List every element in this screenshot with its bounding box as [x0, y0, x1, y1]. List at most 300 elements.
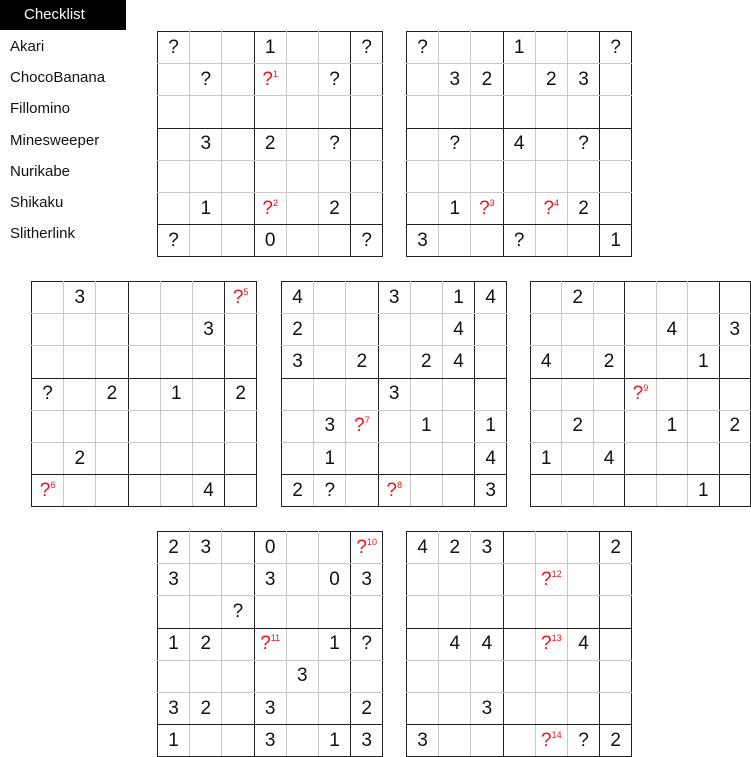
- clue-cell[interactable]: 2: [439, 532, 471, 564]
- clue-cell[interactable]: 4: [656, 314, 687, 346]
- empty-cell[interactable]: [158, 160, 190, 192]
- empty-cell[interactable]: [562, 442, 593, 474]
- clue-cell[interactable]: 1: [314, 442, 346, 474]
- empty-cell[interactable]: [600, 564, 632, 596]
- empty-cell[interactable]: [158, 128, 190, 160]
- clue-cell[interactable]: 2: [346, 346, 378, 378]
- empty-cell[interactable]: [222, 32, 254, 64]
- empty-cell[interactable]: [96, 346, 128, 378]
- clue-cell[interactable]: ?: [32, 378, 64, 410]
- checklist-item-chocobanana[interactable]: ChocoBanana: [10, 69, 106, 87]
- marked-cell[interactable]: [471, 192, 503, 224]
- empty-cell[interactable]: [286, 692, 318, 724]
- empty-cell[interactable]: [318, 225, 350, 257]
- clue-cell[interactable]: 3: [158, 564, 190, 596]
- marked-cell[interactable]: [346, 410, 378, 442]
- empty-cell[interactable]: [286, 32, 318, 64]
- clue-cell[interactable]: 2: [600, 532, 632, 564]
- clue-cell[interactable]: 0: [254, 225, 286, 257]
- clue-cell[interactable]: 1: [475, 410, 507, 442]
- empty-cell[interactable]: [32, 282, 64, 314]
- empty-cell[interactable]: [96, 314, 128, 346]
- clue-cell[interactable]: 3: [254, 564, 286, 596]
- clue-cell[interactable]: 2: [562, 410, 593, 442]
- clue-cell[interactable]: 1: [439, 192, 471, 224]
- empty-cell[interactable]: [439, 660, 471, 692]
- empty-cell[interactable]: [503, 660, 535, 692]
- clue-cell[interactable]: 1: [158, 628, 190, 660]
- empty-cell[interactable]: [286, 725, 318, 757]
- clue-cell[interactable]: ?: [222, 596, 254, 628]
- clue-cell[interactable]: 2: [225, 378, 257, 410]
- empty-cell[interactable]: [656, 346, 687, 378]
- empty-cell[interactable]: [471, 660, 503, 692]
- empty-cell[interactable]: [503, 564, 535, 596]
- empty-cell[interactable]: [503, 192, 535, 224]
- empty-cell[interactable]: [503, 692, 535, 724]
- empty-cell[interactable]: [160, 314, 192, 346]
- empty-cell[interactable]: [439, 160, 471, 192]
- clue-cell[interactable]: 1: [318, 628, 350, 660]
- empty-cell[interactable]: [439, 725, 471, 757]
- clue-cell[interactable]: 3: [567, 64, 599, 96]
- clue-cell[interactable]: ?: [158, 225, 190, 257]
- clue-cell[interactable]: 2: [562, 282, 593, 314]
- clue-cell[interactable]: 3: [378, 378, 410, 410]
- clue-cell[interactable]: 3: [378, 282, 410, 314]
- empty-cell[interactable]: [593, 378, 624, 410]
- clue-cell[interactable]: 3: [407, 725, 439, 757]
- empty-cell[interactable]: [471, 564, 503, 596]
- empty-cell[interactable]: [567, 692, 599, 724]
- empty-cell[interactable]: [600, 596, 632, 628]
- clue-cell[interactable]: ?: [567, 128, 599, 160]
- empty-cell[interactable]: [64, 314, 96, 346]
- empty-cell[interactable]: [410, 378, 442, 410]
- empty-cell[interactable]: [222, 192, 254, 224]
- empty-cell[interactable]: [439, 564, 471, 596]
- empty-cell[interactable]: [475, 346, 507, 378]
- empty-cell[interactable]: [222, 660, 254, 692]
- clue-cell[interactable]: 4: [567, 628, 599, 660]
- clue-cell[interactable]: 4: [475, 442, 507, 474]
- clue-cell[interactable]: 3: [407, 225, 439, 257]
- empty-cell[interactable]: [600, 96, 632, 128]
- marked-cell[interactable]: [535, 725, 567, 757]
- empty-cell[interactable]: [471, 160, 503, 192]
- empty-cell[interactable]: [656, 475, 687, 507]
- empty-cell[interactable]: [600, 192, 632, 224]
- clue-cell[interactable]: 1: [318, 725, 350, 757]
- clue-cell[interactable]: 2: [254, 128, 286, 160]
- empty-cell[interactable]: [128, 410, 160, 442]
- empty-cell[interactable]: [318, 596, 350, 628]
- empty-cell[interactable]: [222, 564, 254, 596]
- empty-cell[interactable]: [410, 442, 442, 474]
- empty-cell[interactable]: [190, 160, 222, 192]
- empty-cell[interactable]: [378, 346, 410, 378]
- empty-cell[interactable]: [190, 564, 222, 596]
- empty-cell[interactable]: [600, 160, 632, 192]
- empty-cell[interactable]: [378, 314, 410, 346]
- empty-cell[interactable]: [531, 314, 562, 346]
- empty-cell[interactable]: [535, 596, 567, 628]
- clue-cell[interactable]: 2: [471, 64, 503, 96]
- empty-cell[interactable]: [410, 314, 442, 346]
- clue-cell[interactable]: 2: [158, 532, 190, 564]
- empty-cell[interactable]: [96, 282, 128, 314]
- empty-cell[interactable]: [531, 378, 562, 410]
- empty-cell[interactable]: [656, 378, 687, 410]
- empty-cell[interactable]: [254, 96, 286, 128]
- empty-cell[interactable]: [439, 32, 471, 64]
- empty-cell[interactable]: [64, 475, 96, 507]
- empty-cell[interactable]: [535, 32, 567, 64]
- checklist-item-minesweeper[interactable]: Minesweeper: [10, 131, 100, 149]
- empty-cell[interactable]: [535, 692, 567, 724]
- empty-cell[interactable]: [158, 596, 190, 628]
- empty-cell[interactable]: [192, 346, 224, 378]
- empty-cell[interactable]: [535, 532, 567, 564]
- empty-cell[interactable]: [600, 660, 632, 692]
- empty-cell[interactable]: [442, 378, 474, 410]
- empty-cell[interactable]: [378, 410, 410, 442]
- empty-cell[interactable]: [407, 160, 439, 192]
- clue-cell[interactable]: 3: [471, 692, 503, 724]
- clue-cell[interactable]: 3: [351, 725, 383, 757]
- empty-cell[interactable]: [567, 32, 599, 64]
- empty-cell[interactable]: [351, 160, 383, 192]
- empty-cell[interactable]: [286, 128, 318, 160]
- empty-cell[interactable]: [222, 128, 254, 160]
- empty-cell[interactable]: [503, 96, 535, 128]
- empty-cell[interactable]: [562, 314, 593, 346]
- empty-cell[interactable]: [96, 442, 128, 474]
- empty-cell[interactable]: [160, 346, 192, 378]
- empty-cell[interactable]: [567, 596, 599, 628]
- clue-cell[interactable]: 3: [439, 64, 471, 96]
- clue-cell[interactable]: 1: [656, 410, 687, 442]
- empty-cell[interactable]: [128, 314, 160, 346]
- marked-cell[interactable]: [225, 282, 257, 314]
- clue-cell[interactable]: 4: [593, 442, 624, 474]
- empty-cell[interactable]: [593, 475, 624, 507]
- clue-cell[interactable]: 4: [439, 628, 471, 660]
- empty-cell[interactable]: [192, 410, 224, 442]
- empty-cell[interactable]: [96, 475, 128, 507]
- empty-cell[interactable]: [442, 442, 474, 474]
- empty-cell[interactable]: [64, 378, 96, 410]
- empty-cell[interactable]: [407, 128, 439, 160]
- empty-cell[interactable]: [318, 96, 350, 128]
- marked-cell[interactable]: [625, 378, 656, 410]
- clue-cell[interactable]: 1: [688, 475, 719, 507]
- empty-cell[interactable]: [656, 282, 687, 314]
- empty-cell[interactable]: [442, 475, 474, 507]
- clue-cell[interactable]: ?: [407, 32, 439, 64]
- empty-cell[interactable]: [719, 475, 750, 507]
- empty-cell[interactable]: [503, 160, 535, 192]
- empty-cell[interactable]: [128, 475, 160, 507]
- clue-cell[interactable]: 0: [318, 564, 350, 596]
- empty-cell[interactable]: [282, 442, 314, 474]
- empty-cell[interactable]: [531, 475, 562, 507]
- empty-cell[interactable]: [442, 410, 474, 442]
- marked-cell[interactable]: [254, 192, 286, 224]
- empty-cell[interactable]: [158, 192, 190, 224]
- checklist-item-nurikabe[interactable]: Nurikabe: [10, 162, 71, 180]
- empty-cell[interactable]: [439, 596, 471, 628]
- empty-cell[interactable]: [222, 160, 254, 192]
- clue-cell[interactable]: ?: [351, 225, 383, 257]
- empty-cell[interactable]: [688, 282, 719, 314]
- clue-cell[interactable]: ?: [600, 32, 632, 64]
- clue-cell[interactable]: 2: [190, 692, 222, 724]
- empty-cell[interactable]: [96, 410, 128, 442]
- empty-cell[interactable]: [128, 282, 160, 314]
- clue-cell[interactable]: 4: [442, 346, 474, 378]
- empty-cell[interactable]: [600, 128, 632, 160]
- empty-cell[interactable]: [531, 410, 562, 442]
- empty-cell[interactable]: [625, 282, 656, 314]
- clue-cell[interactable]: 1: [254, 32, 286, 64]
- empty-cell[interactable]: [351, 96, 383, 128]
- clue-cell[interactable]: 1: [600, 225, 632, 257]
- empty-cell[interactable]: [286, 160, 318, 192]
- clue-cell[interactable]: 4: [531, 346, 562, 378]
- empty-cell[interactable]: [439, 692, 471, 724]
- empty-cell[interactable]: [688, 442, 719, 474]
- clue-cell[interactable]: 3: [286, 660, 318, 692]
- empty-cell[interactable]: [378, 442, 410, 474]
- clue-cell[interactable]: 2: [64, 442, 96, 474]
- clue-cell[interactable]: 2: [535, 64, 567, 96]
- empty-cell[interactable]: [286, 596, 318, 628]
- marked-cell[interactable]: [254, 628, 286, 660]
- clue-cell[interactable]: 3: [190, 128, 222, 160]
- clue-cell[interactable]: ?: [158, 32, 190, 64]
- empty-cell[interactable]: [351, 660, 383, 692]
- empty-cell[interactable]: [600, 692, 632, 724]
- empty-cell[interactable]: [535, 160, 567, 192]
- clue-cell[interactable]: ?: [318, 64, 350, 96]
- empty-cell[interactable]: [407, 64, 439, 96]
- clue-cell[interactable]: 1: [688, 346, 719, 378]
- empty-cell[interactable]: [254, 160, 286, 192]
- empty-cell[interactable]: [719, 442, 750, 474]
- empty-cell[interactable]: [503, 628, 535, 660]
- checklist-item-akari[interactable]: Akari: [10, 38, 45, 55]
- empty-cell[interactable]: [286, 96, 318, 128]
- clue-cell[interactable]: 3: [351, 564, 383, 596]
- empty-cell[interactable]: [222, 96, 254, 128]
- empty-cell[interactable]: [222, 225, 254, 257]
- empty-cell[interactable]: [535, 128, 567, 160]
- empty-cell[interactable]: [656, 442, 687, 474]
- empty-cell[interactable]: [192, 378, 224, 410]
- clue-cell[interactable]: 3: [282, 346, 314, 378]
- empty-cell[interactable]: [410, 475, 442, 507]
- empty-cell[interactable]: [351, 128, 383, 160]
- empty-cell[interactable]: [128, 378, 160, 410]
- empty-cell[interactable]: [535, 225, 567, 257]
- empty-cell[interactable]: [719, 378, 750, 410]
- empty-cell[interactable]: [567, 564, 599, 596]
- empty-cell[interactable]: [128, 346, 160, 378]
- empty-cell[interactable]: [286, 564, 318, 596]
- empty-cell[interactable]: [351, 192, 383, 224]
- empty-cell[interactable]: [407, 596, 439, 628]
- empty-cell[interactable]: [254, 596, 286, 628]
- empty-cell[interactable]: [719, 346, 750, 378]
- clue-cell[interactable]: 3: [719, 314, 750, 346]
- clue-cell[interactable]: 2: [96, 378, 128, 410]
- empty-cell[interactable]: [128, 442, 160, 474]
- empty-cell[interactable]: [471, 596, 503, 628]
- empty-cell[interactable]: [318, 660, 350, 692]
- empty-cell[interactable]: [32, 314, 64, 346]
- clue-cell[interactable]: 2: [593, 346, 624, 378]
- clue-cell[interactable]: ?: [351, 32, 383, 64]
- empty-cell[interactable]: [190, 225, 222, 257]
- marked-cell[interactable]: [535, 564, 567, 596]
- empty-cell[interactable]: [222, 725, 254, 757]
- empty-cell[interactable]: [225, 410, 257, 442]
- clue-cell[interactable]: 3: [158, 692, 190, 724]
- empty-cell[interactable]: [407, 96, 439, 128]
- empty-cell[interactable]: [567, 532, 599, 564]
- marked-cell[interactable]: [535, 628, 567, 660]
- empty-cell[interactable]: [318, 532, 350, 564]
- empty-cell[interactable]: [407, 628, 439, 660]
- empty-cell[interactable]: [351, 64, 383, 96]
- empty-cell[interactable]: [314, 378, 346, 410]
- empty-cell[interactable]: [225, 475, 257, 507]
- empty-cell[interactable]: [503, 64, 535, 96]
- empty-cell[interactable]: [439, 96, 471, 128]
- clue-cell[interactable]: ?: [190, 64, 222, 96]
- clue-cell[interactable]: 4: [475, 282, 507, 314]
- empty-cell[interactable]: [346, 378, 378, 410]
- empty-cell[interactable]: [471, 128, 503, 160]
- clue-cell[interactable]: 1: [410, 410, 442, 442]
- empty-cell[interactable]: [475, 314, 507, 346]
- empty-cell[interactable]: [64, 346, 96, 378]
- empty-cell[interactable]: [346, 475, 378, 507]
- clue-cell[interactable]: 2: [719, 410, 750, 442]
- clue-cell[interactable]: 3: [190, 532, 222, 564]
- empty-cell[interactable]: [160, 442, 192, 474]
- clue-cell[interactable]: 3: [475, 475, 507, 507]
- empty-cell[interactable]: [222, 628, 254, 660]
- clue-cell[interactable]: 2: [282, 314, 314, 346]
- clue-cell[interactable]: ?: [314, 475, 346, 507]
- empty-cell[interactable]: [190, 32, 222, 64]
- empty-cell[interactable]: [471, 725, 503, 757]
- empty-cell[interactable]: [410, 282, 442, 314]
- empty-cell[interactable]: [32, 346, 64, 378]
- empty-cell[interactable]: [192, 282, 224, 314]
- clue-cell[interactable]: ?: [503, 225, 535, 257]
- empty-cell[interactable]: [471, 225, 503, 257]
- empty-cell[interactable]: [625, 410, 656, 442]
- empty-cell[interactable]: [625, 475, 656, 507]
- clue-cell[interactable]: 3: [192, 314, 224, 346]
- empty-cell[interactable]: [407, 564, 439, 596]
- clue-cell[interactable]: ?: [351, 628, 383, 660]
- clue-cell[interactable]: 1: [442, 282, 474, 314]
- checklist-item-slitherlink[interactable]: Slitherlink: [10, 225, 76, 243]
- empty-cell[interactable]: [160, 410, 192, 442]
- empty-cell[interactable]: [503, 725, 535, 757]
- empty-cell[interactable]: [32, 442, 64, 474]
- empty-cell[interactable]: [225, 442, 257, 474]
- empty-cell[interactable]: [625, 314, 656, 346]
- marked-cell[interactable]: [32, 475, 64, 507]
- clue-cell[interactable]: ?: [567, 725, 599, 757]
- clue-cell[interactable]: 2: [282, 475, 314, 507]
- empty-cell[interactable]: [625, 346, 656, 378]
- checklist-item-fillomino[interactable]: Fillomino: [10, 100, 71, 118]
- empty-cell[interactable]: [531, 282, 562, 314]
- clue-cell[interactable]: 3: [64, 282, 96, 314]
- empty-cell[interactable]: [158, 64, 190, 96]
- empty-cell[interactable]: [192, 442, 224, 474]
- marked-cell[interactable]: [378, 475, 410, 507]
- clue-cell[interactable]: 3: [314, 410, 346, 442]
- clue-cell[interactable]: 1: [531, 442, 562, 474]
- empty-cell[interactable]: [562, 475, 593, 507]
- empty-cell[interactable]: [190, 596, 222, 628]
- clue-cell[interactable]: 1: [158, 725, 190, 757]
- empty-cell[interactable]: [190, 660, 222, 692]
- empty-cell[interactable]: [314, 282, 346, 314]
- empty-cell[interactable]: [282, 378, 314, 410]
- clue-cell[interactable]: 3: [471, 532, 503, 564]
- empty-cell[interactable]: [158, 660, 190, 692]
- empty-cell[interactable]: [222, 692, 254, 724]
- clue-cell[interactable]: 2: [351, 692, 383, 724]
- empty-cell[interactable]: [160, 282, 192, 314]
- clue-cell[interactable]: 3: [254, 725, 286, 757]
- empty-cell[interactable]: [535, 660, 567, 692]
- clue-cell[interactable]: 1: [160, 378, 192, 410]
- empty-cell[interactable]: [593, 282, 624, 314]
- clue-cell[interactable]: 2: [600, 725, 632, 757]
- clue-cell[interactable]: 4: [282, 282, 314, 314]
- clue-cell[interactable]: 2: [410, 346, 442, 378]
- empty-cell[interactable]: [688, 314, 719, 346]
- checklist-item-shikaku[interactable]: Shikaku: [10, 193, 64, 211]
- empty-cell[interactable]: [471, 96, 503, 128]
- empty-cell[interactable]: [225, 314, 257, 346]
- empty-cell[interactable]: [503, 596, 535, 628]
- clue-cell[interactable]: 3: [254, 692, 286, 724]
- empty-cell[interactable]: [286, 628, 318, 660]
- empty-cell[interactable]: [439, 225, 471, 257]
- empty-cell[interactable]: [351, 596, 383, 628]
- marked-cell[interactable]: [254, 64, 286, 96]
- empty-cell[interactable]: [562, 378, 593, 410]
- empty-cell[interactable]: [346, 314, 378, 346]
- empty-cell[interactable]: [503, 532, 535, 564]
- empty-cell[interactable]: [593, 410, 624, 442]
- empty-cell[interactable]: [282, 410, 314, 442]
- empty-cell[interactable]: [314, 346, 346, 378]
- empty-cell[interactable]: [286, 225, 318, 257]
- empty-cell[interactable]: [600, 64, 632, 96]
- empty-cell[interactable]: [719, 282, 750, 314]
